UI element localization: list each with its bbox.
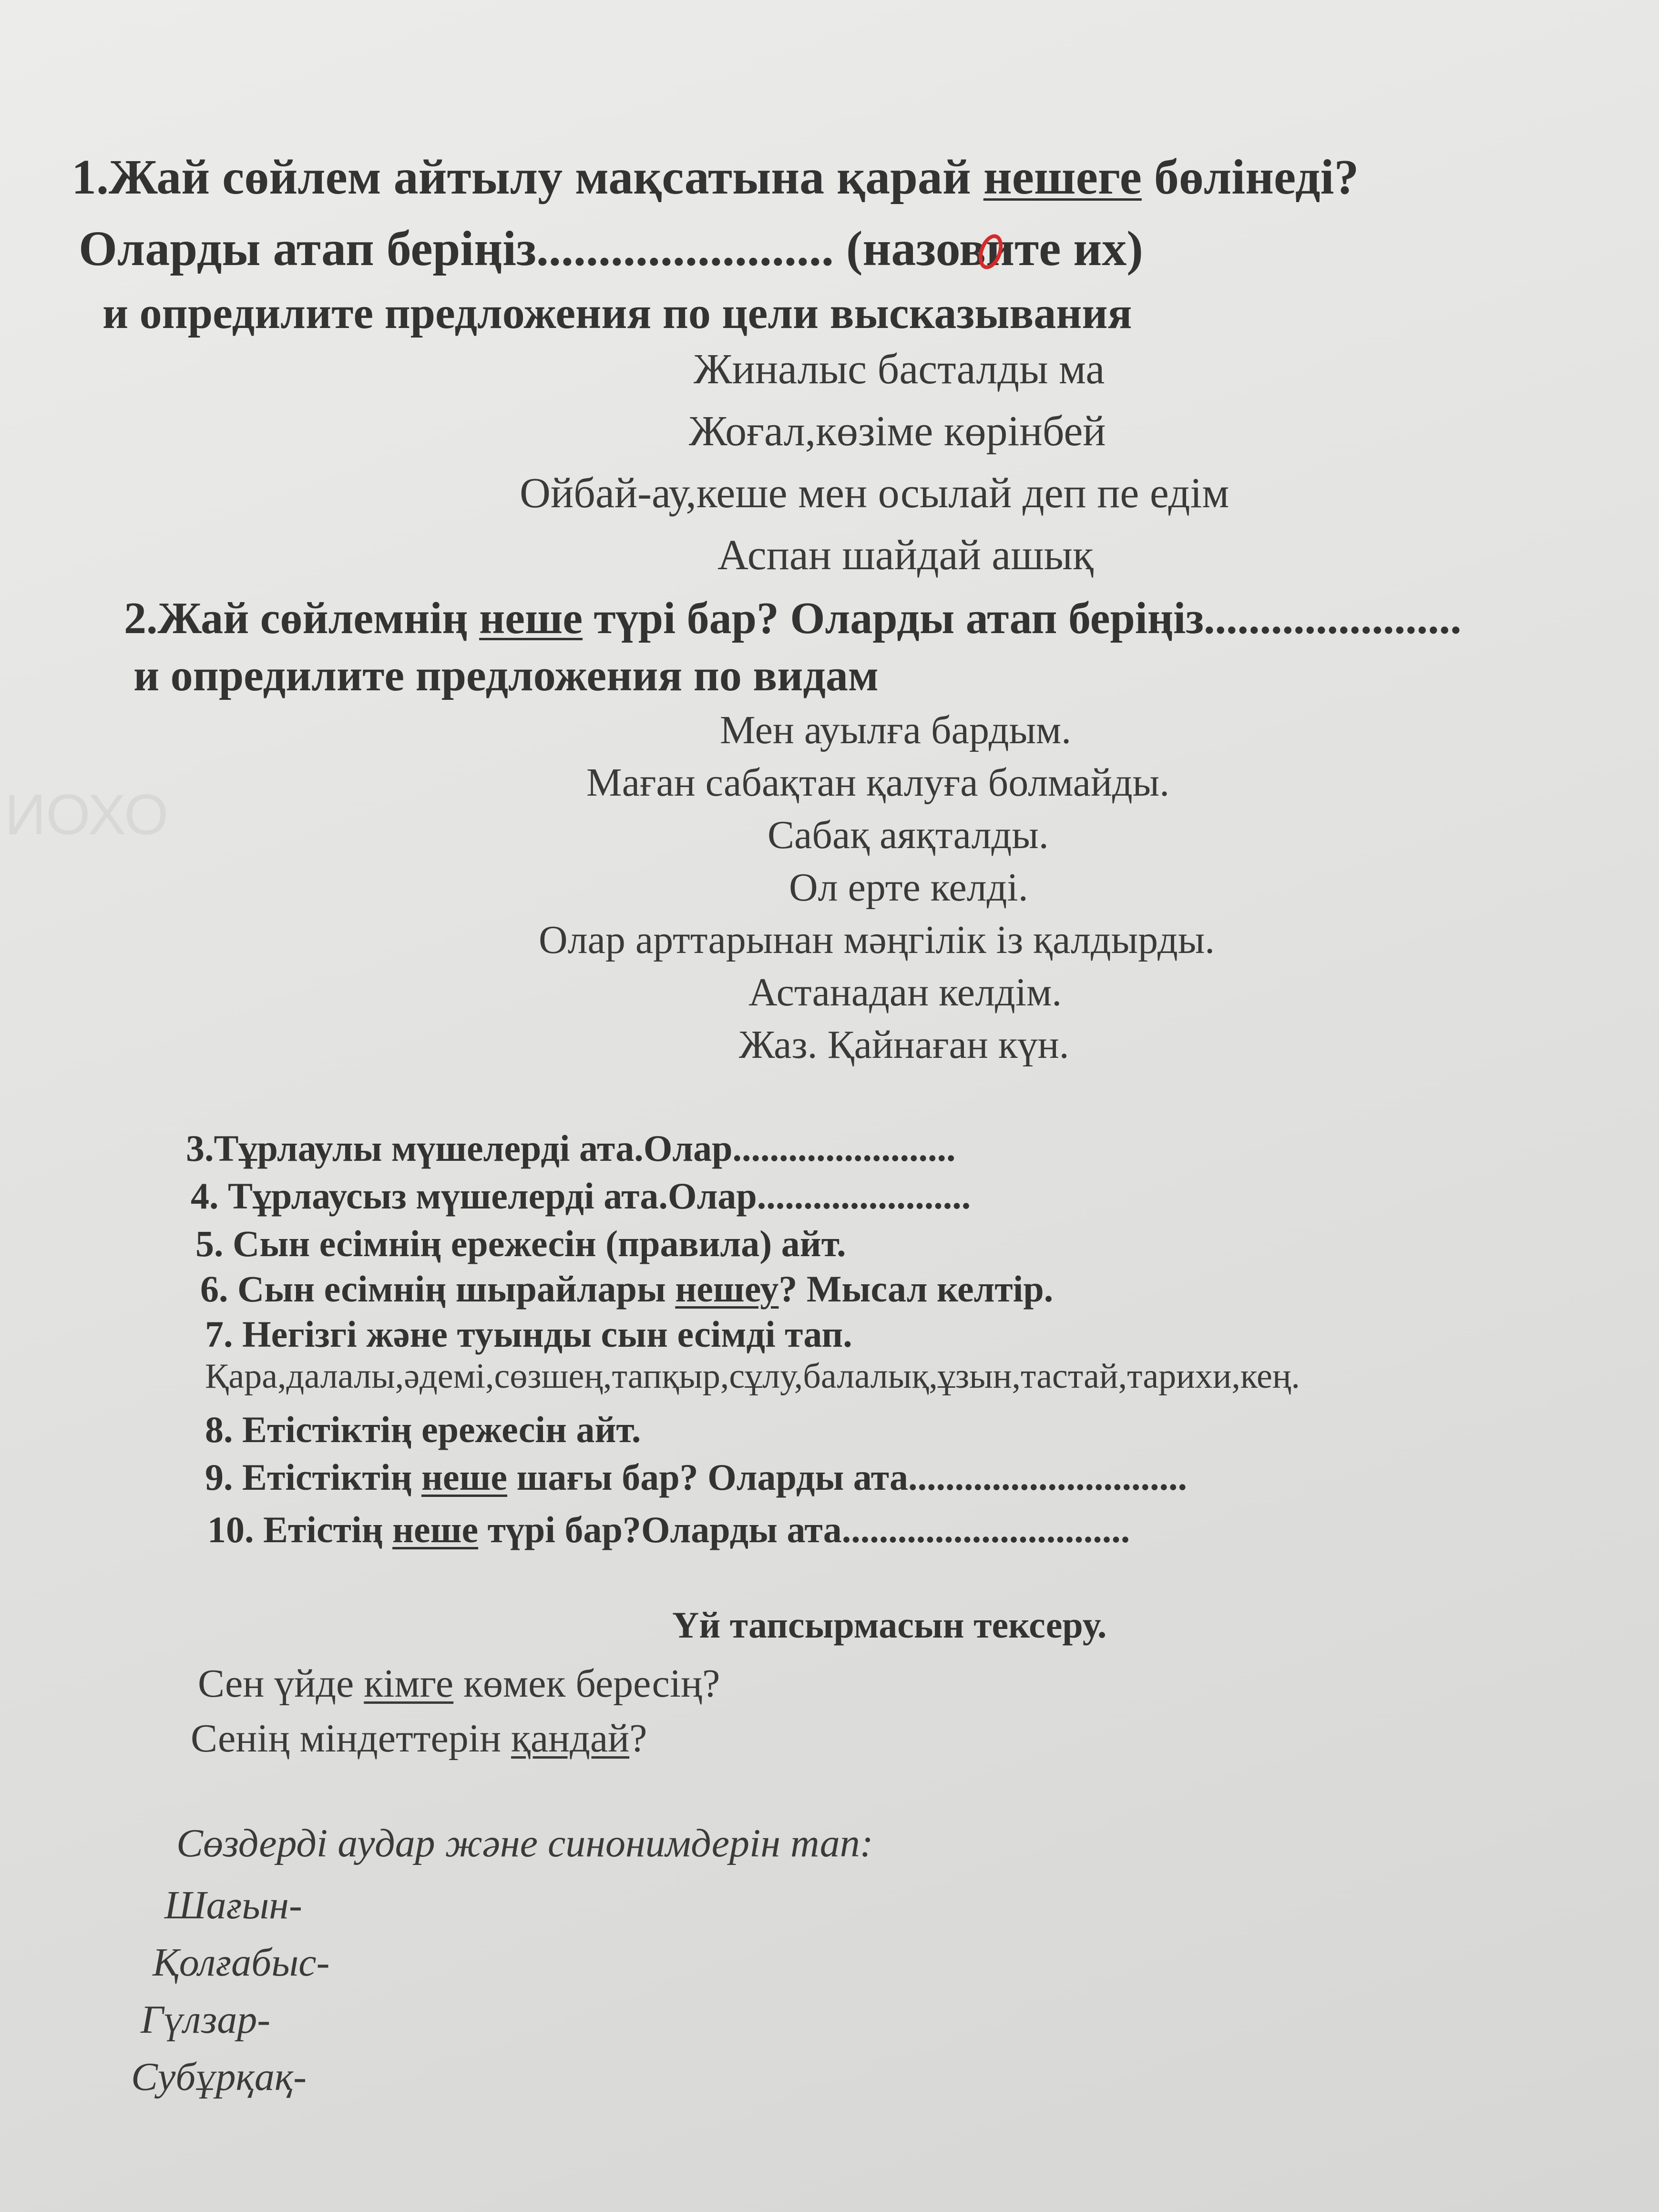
question-10-underlined: неше bbox=[392, 1509, 479, 1550]
question-10-end: түрі бар?Оларды ата............................... bbox=[478, 1509, 1130, 1550]
q1-example-2: Жоғал,көзіме көрінбей bbox=[689, 408, 1106, 455]
q1-heading-text: 1.Жай сөйлем айтылу мақсатына қарай bbox=[72, 150, 983, 205]
q2-example-7: Жаз. Қайнаған күн. bbox=[739, 1023, 1069, 1067]
question-9-text: 9. Етістіктің bbox=[205, 1456, 421, 1498]
q2-line2: и опредилите предложения по видам bbox=[133, 651, 879, 700]
question-10-text: 10. Етістің bbox=[207, 1509, 393, 1550]
question-6-end: ? Мысал келтір. bbox=[778, 1268, 1054, 1310]
q2-example-2: Маған сабақтан қалуға болмайды. bbox=[586, 760, 1170, 805]
homework-line-1-end: көмек бересің? bbox=[453, 1661, 720, 1706]
q2-underlined-word: неше bbox=[479, 594, 583, 643]
question-7-words: Қара,далалы,әдемі,сөзшең,тапқыр,сұлу,балалық,ұзын,тастай,тарихи,кең. bbox=[205, 1357, 1300, 1396]
question-9-end: шағы бар? Оларды ата.............................. bbox=[507, 1456, 1187, 1498]
translate-word-3: Гүлзар- bbox=[141, 1997, 271, 2042]
q1-heading-end: бөлінеді? bbox=[1141, 150, 1359, 205]
homework-title: Үй тапсырмасын тексеру. bbox=[672, 1604, 1107, 1646]
translate-word-1: Шағын- bbox=[164, 1883, 302, 1927]
question-4: 4. Тұрлаусыз мүшелерді ата.Олар....................... bbox=[191, 1175, 971, 1217]
question-6-text: 6. Сын есімнің шырайлары bbox=[200, 1268, 676, 1310]
question-10 bbox=[207, 1511, 1130, 1548]
q1-example-1: Жиналыс басталды ма bbox=[694, 346, 1105, 393]
question-6-underlined: нешеу bbox=[675, 1268, 779, 1310]
q1-example-4: Аспан шайдай ашық bbox=[717, 532, 1094, 579]
background-smudge: ИОХО bbox=[5, 783, 169, 847]
q2-heading bbox=[124, 596, 1461, 641]
q1-line3: и опредилите предложения по цели высказывания bbox=[102, 288, 1132, 338]
question-6 bbox=[200, 1270, 1053, 1308]
q1-example-3: Ойбай-ау,кеше мен осылай деп пе едім bbox=[520, 470, 1229, 517]
homework-line-2 bbox=[191, 1716, 647, 1761]
q1-underlined-word: нешеге bbox=[983, 150, 1142, 205]
q2-heading-text: 2.Жай сөйлемнің bbox=[124, 594, 480, 643]
translate-word-4: Субұрқақ- bbox=[131, 2055, 307, 2099]
question-5: 5. Сын есімнің ережесін (правила) айт. bbox=[195, 1223, 846, 1264]
homework-line-2-text: Сенің міндеттерін bbox=[191, 1716, 512, 1761]
homework-line-2-end: ? bbox=[629, 1716, 647, 1761]
question-3: 3.Тұрлаулы мүшелерді ата.Олар........................ bbox=[186, 1127, 956, 1169]
homework-line-1-text: Сен үйде bbox=[198, 1661, 364, 1706]
q1-heading bbox=[72, 150, 1359, 205]
translate-word-2: Қолғабыс- bbox=[153, 1940, 330, 1985]
homework-line-1-underlined: кімге bbox=[364, 1661, 454, 1706]
translate-title: Сөздерді аудар және синонимдерін тап: bbox=[176, 1821, 873, 1865]
question-9-underlined: неше bbox=[421, 1456, 508, 1498]
q2-example-1: Мен ауылға бардым. bbox=[720, 708, 1072, 752]
q2-example-6: Астанадан келдім. bbox=[748, 970, 1062, 1014]
q2-example-3: Сабақ аяқталды. bbox=[768, 813, 1049, 857]
homework-line-2-underlined: қандай bbox=[511, 1716, 630, 1761]
q2-example-4: Ол ерте келді. bbox=[789, 865, 1028, 910]
q2-heading-end: түрі бар? Оларды атап беріңіз....................... bbox=[583, 594, 1462, 643]
question-8: 8. Етістіктің ережесін айт. bbox=[205, 1409, 641, 1450]
question-7: 7. Негізгі және туынды сын есімді тап. bbox=[205, 1313, 852, 1355]
q2-example-5: Олар арттарынан мәңгілік із қалдырды. bbox=[539, 918, 1215, 962]
homework-line-1 bbox=[198, 1661, 720, 1706]
q1-line2: Оларды атап беріңіз........................ (назовите их) bbox=[79, 221, 1143, 276]
question-9 bbox=[205, 1456, 1187, 1498]
